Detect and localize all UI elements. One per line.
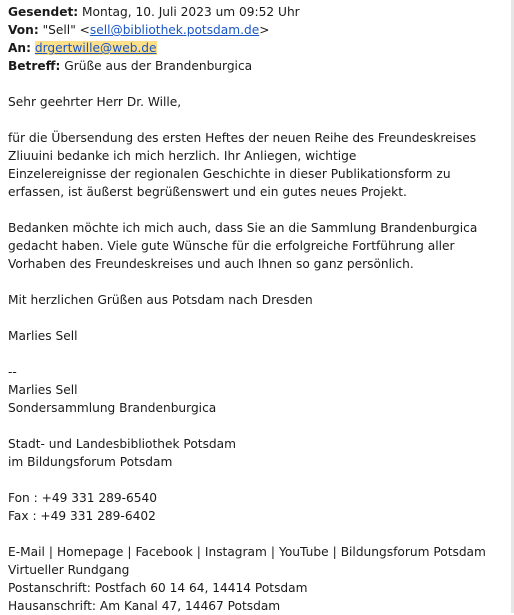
spacer <box>8 75 506 93</box>
paragraph-line: gedacht haben. Viele gute Wünsche für die erfolgreiche Fortführung aller <box>8 239 455 253</box>
link-separator: | <box>48 545 53 559</box>
link-separator: | <box>127 545 132 559</box>
link-youtube[interactable]: YouTube <box>279 545 329 559</box>
link-separator: | <box>332 545 337 559</box>
signature-fax: Fax : +49 331 289-6402 <box>8 509 156 523</box>
spacer <box>8 345 506 363</box>
paragraph-line: Vorhaben des Freundeskreises und auch Ihnen so ganz persönlich. <box>8 257 414 271</box>
sent-label: Gesendet: <box>8 5 79 19</box>
paragraph-line: Einzelereignisse der regionalen Geschichte in dieser Publikationsform zu <box>8 167 451 181</box>
signature-block <box>8 363 506 615</box>
from-close: > <box>259 23 270 37</box>
spacer <box>8 273 506 291</box>
paragraph-line: für die Übersendung des ersten Heftes der neuen Reihe des Freundeskreises <box>8 131 477 145</box>
from-name: "Sell" < <box>42 23 90 37</box>
link-bildungsforum[interactable]: Bildungsforum Potsdam <box>340 545 486 559</box>
paragraph-2 <box>8 219 506 273</box>
signature-name: Marlies Sell <box>8 383 78 397</box>
from-label: Von: <box>8 23 39 37</box>
link-email[interactable]: E-Mail <box>8 545 45 559</box>
spacer <box>8 471 506 489</box>
spacer <box>8 417 506 435</box>
link-homepage[interactable]: Homepage <box>56 545 124 559</box>
link-separator: | <box>270 545 276 559</box>
signature-links <box>8 543 506 561</box>
signature-phone: Fon : +49 331 289-6540 <box>8 491 158 505</box>
signature-org: Stadt- und Landesbibliothek Potsdam <box>8 437 236 451</box>
to-row <box>8 39 506 57</box>
to-label: An: <box>8 41 31 55</box>
from-email-link[interactable]: sell@bibliothek.potsdam.de <box>89 23 260 37</box>
salutation: Sehr geehrter Herr Dr. Wille, <box>8 95 182 109</box>
sender-name: Marlies Sell <box>8 329 78 343</box>
signature-postal-address: Postanschrift: Postfach 60 14 64, 14414 Potsdam <box>8 581 308 595</box>
link-virtual-tour[interactable]: Virtueller Rundgang <box>8 563 130 577</box>
spacer <box>8 111 506 129</box>
from-row <box>8 21 506 39</box>
subject-label: Betreff: <box>8 59 61 73</box>
spacer <box>8 309 506 327</box>
closing-line: Mit herzlichen Grüßen aus Potsdam nach Dresden <box>8 293 313 307</box>
subject-value: Grüße aus der Brandenburgica <box>64 59 253 73</box>
to-email-link[interactable]: drgertwille@web.de <box>34 41 157 55</box>
sent-row <box>8 3 506 21</box>
paragraph-line: erfassen, ist äußerst begrüßenswert und ein gutes neues Projekt. <box>8 185 407 199</box>
signature-dashes: -- <box>8 365 17 379</box>
link-separator: | <box>196 545 201 559</box>
paragraph-1 <box>8 129 506 201</box>
spacer <box>8 201 506 219</box>
signature-street-address: Hausanschrift: Am Kanal 47, 14467 Potsdam <box>8 599 281 613</box>
signature-department: Sondersammlung Brandenburgica <box>8 401 217 415</box>
signature-org-location: im Bildungsforum Potsdam <box>8 455 173 469</box>
paragraph-line: Bedanken möchte ich mich auch, dass Sie an die Sammlung Brandenburgica <box>8 221 478 235</box>
link-instagram[interactable]: Instagram <box>204 545 267 559</box>
link-facebook[interactable]: Facebook <box>135 545 193 559</box>
subject-row <box>8 57 506 75</box>
paragraph-line: Zliuuini bedanke ich mich herzlich. Ihr Anliegen, wichtige <box>8 149 357 163</box>
spacer <box>8 525 506 543</box>
sent-value: Montag, 10. Juli 2023 um 09:52 Uhr <box>82 5 300 19</box>
